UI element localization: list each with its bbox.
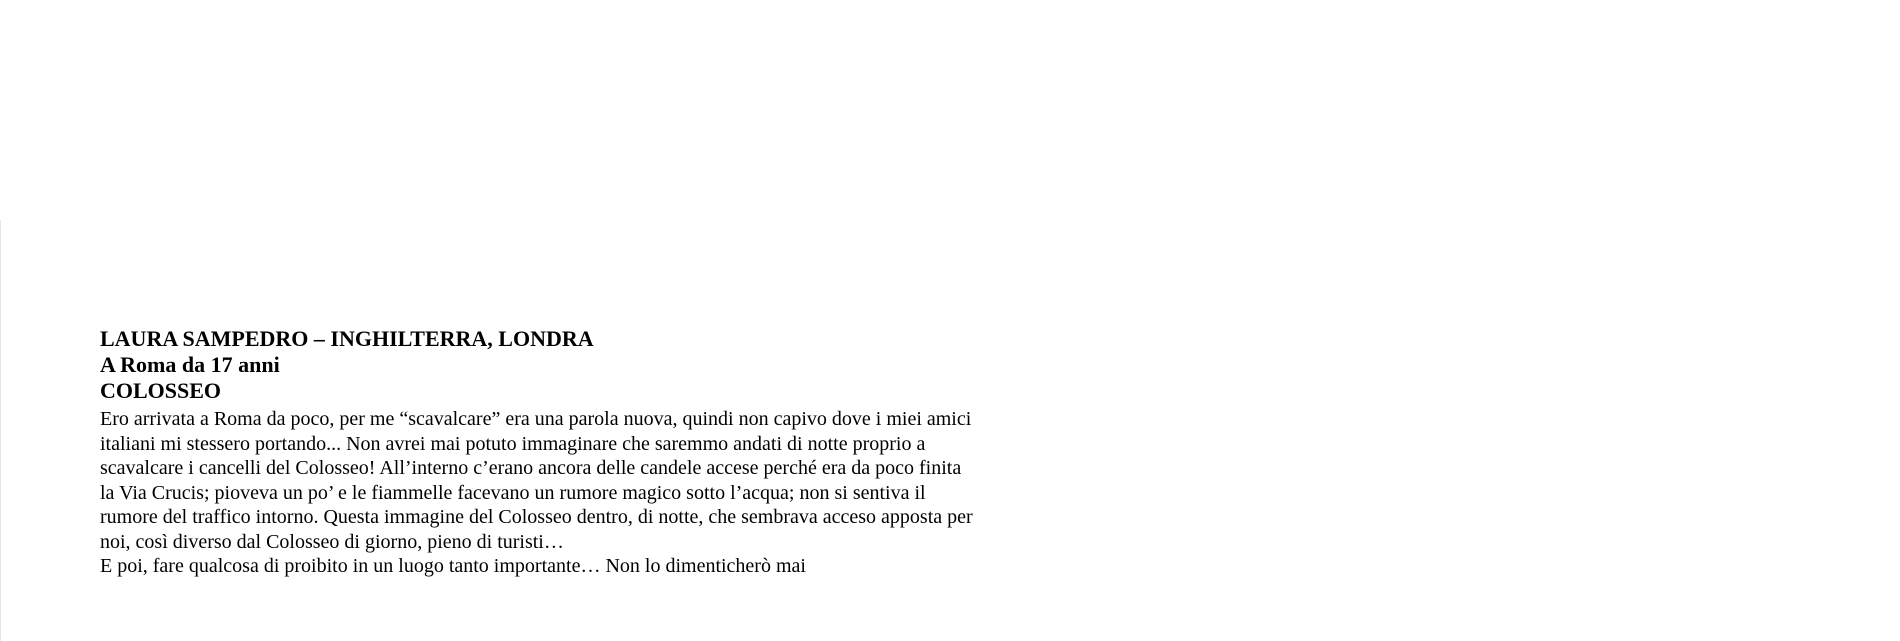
story-paragraph <box>100 407 1060 579</box>
story-line: E poi, fare qualcosa di proibito in un luogo tanto importante… Non lo dimenticherò mai <box>100 555 806 577</box>
document-body <box>100 326 1060 579</box>
story-line: rumore del traffico intorno. Questa immagine del Colosseo dentro, di notte, che sembrava acceso apposta per <box>100 506 973 528</box>
place-heading: COLOSSEO <box>100 378 222 403</box>
page-left-border <box>0 220 1 641</box>
story-line: Ero arrivata a Roma da poco, per me “scavalcare” era una parola nuova, quindi non capivo dove i miei amici <box>100 408 972 430</box>
story-line: la Via Crucis; pioveva un po’ e le fiammelle facevano un rumore magico sotto l’acqua; non si sentiva il <box>100 481 926 504</box>
author-heading: LAURA SAMPEDRO – INGHILTERRA, LONDRA <box>100 326 594 351</box>
story-line: scavalcare i cancelli del Colosseo! All’interno c’erano ancora delle candele accese perché era da poco finita <box>100 457 962 479</box>
subtitle-heading: A Roma da 17 anni <box>100 352 280 377</box>
story-line: italiani mi stessero portando... Non avrei mai potuto immaginare che saremmo andati di notte proprio a <box>100 432 926 455</box>
story-line: noi, così diverso dal Colosseo di giorno, pieno di turisti… <box>100 530 564 553</box>
